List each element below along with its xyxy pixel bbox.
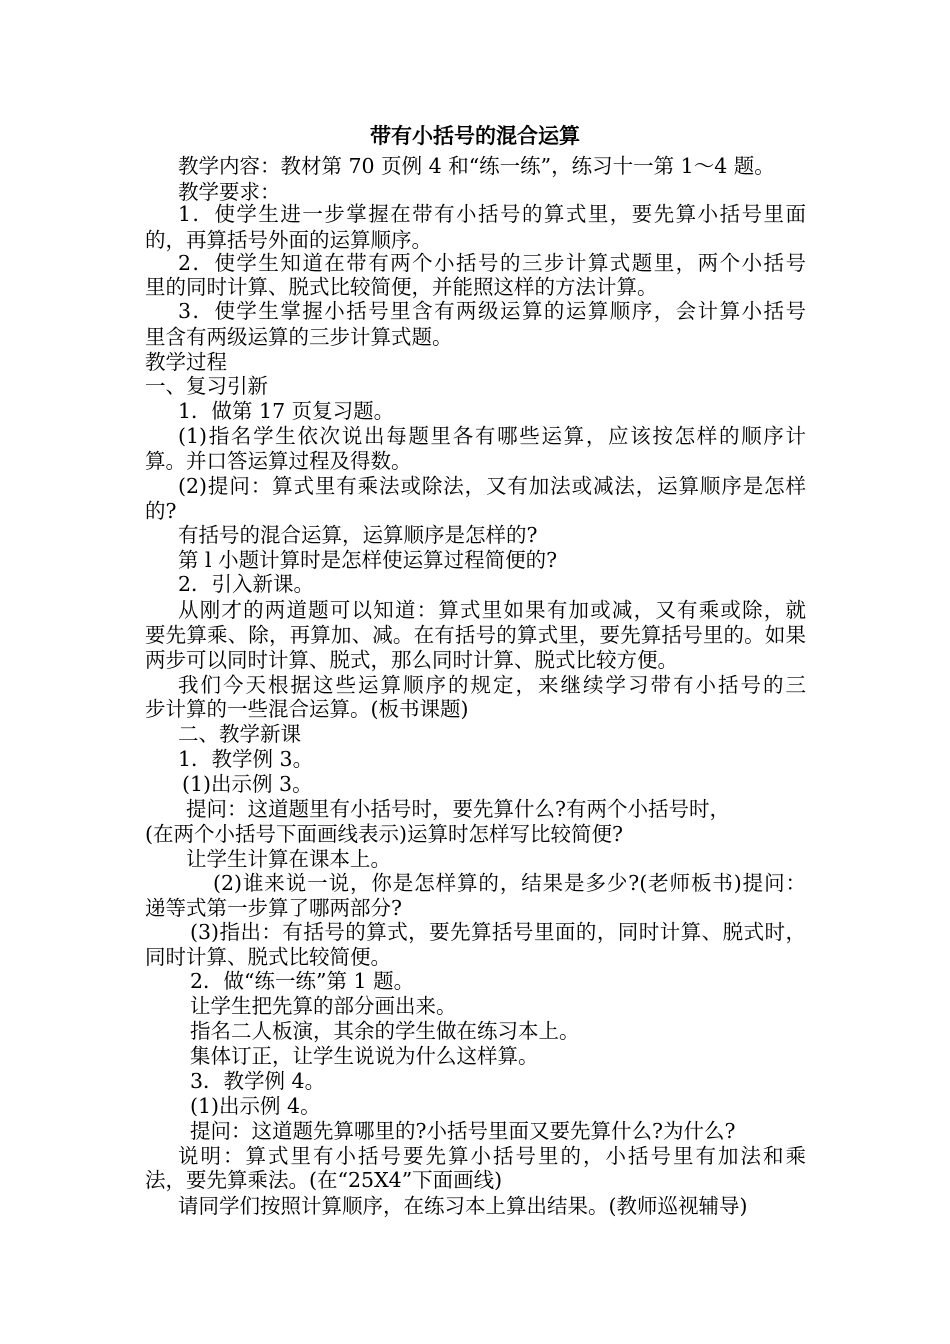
section-heading: 一、复习引新 <box>145 374 268 398</box>
text-line: 2．引入新课。 <box>178 572 315 596</box>
text-line: 让学生把先算的部分画出来。 <box>190 994 457 1018</box>
text-line: 从刚才的两道题可以知道：算式里如果有加或减，又有乘或除，就 <box>178 598 806 622</box>
text-line: 算。并口答运算过程及得数。 <box>145 449 412 473</box>
text-line: 两步可以同时计算、脱式，那么同时计算、脱式比较方便。 <box>145 648 678 672</box>
text-line: 3．教学例 4。 <box>190 1069 326 1093</box>
section-heading: 二、教学新课 <box>178 722 301 746</box>
text-line: 2．做“练一练”第 1 题。 <box>190 969 415 993</box>
text-line: 里的同时计算、脱式比较简便，并能照这样的方法计算。 <box>145 275 658 299</box>
text-line: 的? <box>145 499 177 523</box>
text-line: 1．使学生进一步掌握在带有小括号的算式里，要先算小括号里面 <box>178 202 806 226</box>
text-line: 有括号的混合运算，运算顺序是怎样的? <box>178 523 538 547</box>
text-line: 3．使学生掌握小括号里含有两级运算的运算顺序，会计算小括号 <box>178 299 806 323</box>
text-line: 教学要求： <box>178 180 281 204</box>
text-line: 递等式第一步算了哪两部分? <box>145 896 402 920</box>
text-line: 里含有两级运算的三步计算式题。 <box>145 325 453 349</box>
text-line: 教学内容：教材第 70 页例 4 和“练一练”，练习十一第 1～4 题。 <box>178 154 775 178</box>
text-line: (3)指出：有括号的算式，要先算括号里面的，同时计算、脱式时， <box>190 920 806 944</box>
text-line: 的，再算括号外面的运算顺序。 <box>145 228 432 252</box>
text-line: 第 l 小题计算时是怎样使运算过程简便的? <box>178 548 558 572</box>
text-line: (1)出示例 3。 <box>182 772 313 796</box>
text-line: 让学生计算在课本上。 <box>186 847 391 871</box>
text-line: (1)指名学生依次说出每题里各有哪些运算，应该按怎样的顺序计 <box>178 424 806 448</box>
text-line: 说明：算式里有小括号要先算小括号里的，小括号里有加法和乘 <box>178 1144 806 1168</box>
text-line: 2．使学生知道在带有两个小括号的三步计算式题里，两个小括号 <box>178 251 806 275</box>
text-line: 提问：这道题先算哪里的?小括号里面又要先算什么?为什么? <box>190 1119 736 1143</box>
text-line: 集体订正，让学生说说为什么这样算。 <box>190 1044 539 1068</box>
text-line: (2)提问：算式里有乘法或除法，又有加法或减法，运算顺序是怎样 <box>178 474 806 498</box>
text-line: 请同学们按照计算顺序，在练习本上算出结果。(教师巡视辅导) <box>178 1194 748 1218</box>
text-line: (2)谁来说一说，你是怎样算的，结果是多少?(老师板书)提问： <box>213 871 806 895</box>
text-line: 同时计算、脱式比较简便。 <box>145 945 391 969</box>
text-line: (1)出示例 4。 <box>190 1094 321 1118</box>
document-title: 带有小括号的混合运算 <box>370 123 580 148</box>
text-line: 步计算的一些混合运算。(板书课题) <box>145 697 469 721</box>
text-line: 1．教学例 3。 <box>178 747 314 771</box>
text-line: 法，要先算乘法。(在“25X4”下面画线) <box>145 1168 503 1192</box>
text-line: (在两个小括号下面画线表示)运算时怎样写比较简便? <box>145 822 623 846</box>
text-line: 指名二人板演，其余的学生做在练习本上。 <box>190 1019 580 1043</box>
text-line: 我们今天根据这些运算顺序的规定，来继续学习带有小括号的三 <box>178 673 806 697</box>
section-heading: 教学过程 <box>145 350 227 374</box>
text-line: 提问：这道题里有小括号时，要先算什么?有两个小括号时， <box>186 797 730 821</box>
text-line: 要先算乘、除，再算加、减。在有括号的算式里，要先算括号里的。如果 <box>145 623 806 647</box>
text-line: 1．做第 17 页复习题。 <box>178 399 395 423</box>
